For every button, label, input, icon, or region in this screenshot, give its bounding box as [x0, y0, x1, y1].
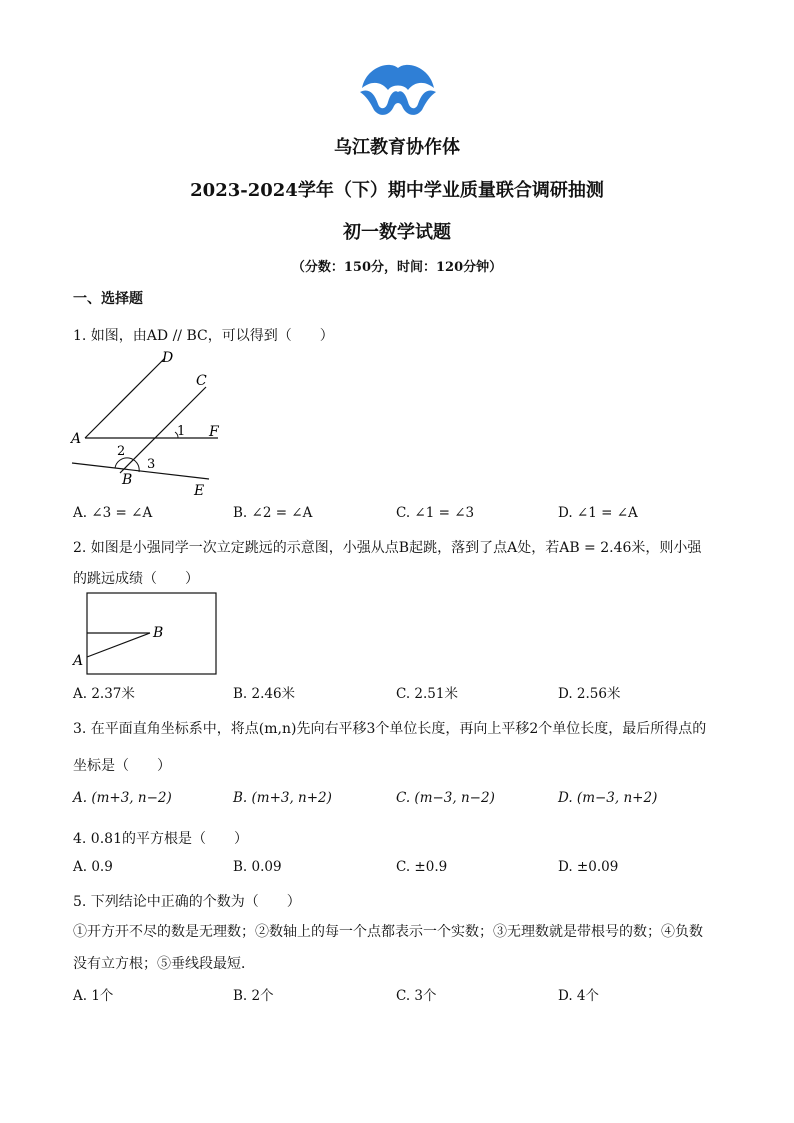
question-2-stem-line1: 2. 如图是小强同学一次立定跳远的示意图，小强从点B起跳，落到了点A处，若AB = 2.46米，则小强 [73, 540, 702, 556]
organization-title: 乌江教育协作体 [334, 137, 460, 158]
question-1-figure [68, 350, 228, 500]
fig1-label-B: B [122, 472, 133, 488]
q1-option-a[interactable]: A. ∠3 = ∠A [73, 505, 153, 521]
q3-option-c[interactable]: C. (m−3, n−2) [396, 790, 495, 806]
q4-option-d[interactable]: D. ±0.09 [558, 859, 619, 875]
section-heading: 一、选择题 [73, 291, 143, 307]
question-3-stem-line2: 坐标是（ ） [73, 758, 171, 774]
logo-icon [358, 62, 438, 118]
q2-option-a[interactable]: A. 2.37米 [73, 686, 135, 702]
question-3-stem-line1: 3. 在平面直角坐标系中，将点(m,n)先向右平移3个单位长度，再向上平移2个单位长度，最后所得点的 [73, 721, 707, 737]
question-5-statements-line2: 没有立方根；⑤垂线段最短． [73, 956, 255, 972]
question-4-stem: 4. 0.81的平方根是（ ） [73, 831, 248, 847]
question-1-stem: 1. 如图，由AD // BC，可以得到（ ） [73, 328, 334, 344]
question-2-figure [70, 590, 220, 678]
q3-option-d[interactable]: D. (m−3, n+2) [558, 790, 658, 806]
fig1-label-E: E [194, 483, 205, 499]
q5-option-c[interactable]: C. 3个 [396, 988, 437, 1004]
subject-title: 初一数学试题 [343, 222, 451, 243]
fig1-label-3: 3 [147, 457, 156, 472]
q2-option-d[interactable]: D. 2.56米 [558, 686, 621, 702]
q1-option-d[interactable]: D. ∠1 = ∠A [558, 505, 638, 521]
fig1-label-C: C [196, 373, 207, 389]
q1-option-c[interactable]: C. ∠1 = ∠3 [396, 505, 475, 521]
q3-option-a[interactable]: A. (m+3, n−2) [73, 790, 172, 806]
q2-option-c[interactable]: C. 2.51米 [396, 686, 458, 702]
q3-option-b[interactable]: B. (m+3, n+2) [233, 790, 332, 806]
question-5-stem: 5. 下列结论中正确的个数为（ ） [73, 894, 301, 910]
question-2-stem-line2: 的跳远成绩（ ） [73, 571, 199, 587]
q2-option-b[interactable]: B. 2.46米 [233, 686, 296, 702]
q5-option-b[interactable]: B. 2个 [233, 988, 274, 1004]
question-5-statements-line1: ①开方开不尽的数是无理数；②数轴上的每一个点都表示一个实数；③无理数就是带根号的数；④负数 [73, 924, 703, 940]
q4-option-b[interactable]: B. 0.09 [233, 859, 282, 875]
q4-option-c[interactable]: C. ±0.9 [396, 859, 448, 875]
fig1-label-1: 1 [177, 424, 186, 439]
q5-option-d[interactable]: D. 4个 [558, 988, 600, 1004]
fig1-label-D: D [162, 350, 174, 366]
fig1-label-F: F [209, 424, 219, 440]
q1-option-b[interactable]: B. ∠2 = ∠A [233, 505, 313, 521]
exam-info: （分数：150分，时间：120分钟） [291, 260, 503, 275]
q5-option-a[interactable]: A. 1个 [73, 988, 114, 1004]
exam-title: 2023-2024学年（下）期中学业质量联合调研抽测 [190, 180, 604, 201]
fig1-label-A: A [71, 431, 82, 447]
fig1-label-2: 2 [117, 444, 126, 459]
q4-option-a[interactable]: A. 0.9 [73, 859, 113, 875]
fig2-label-B: B [153, 625, 164, 641]
fig2-label-A: A [73, 653, 84, 669]
